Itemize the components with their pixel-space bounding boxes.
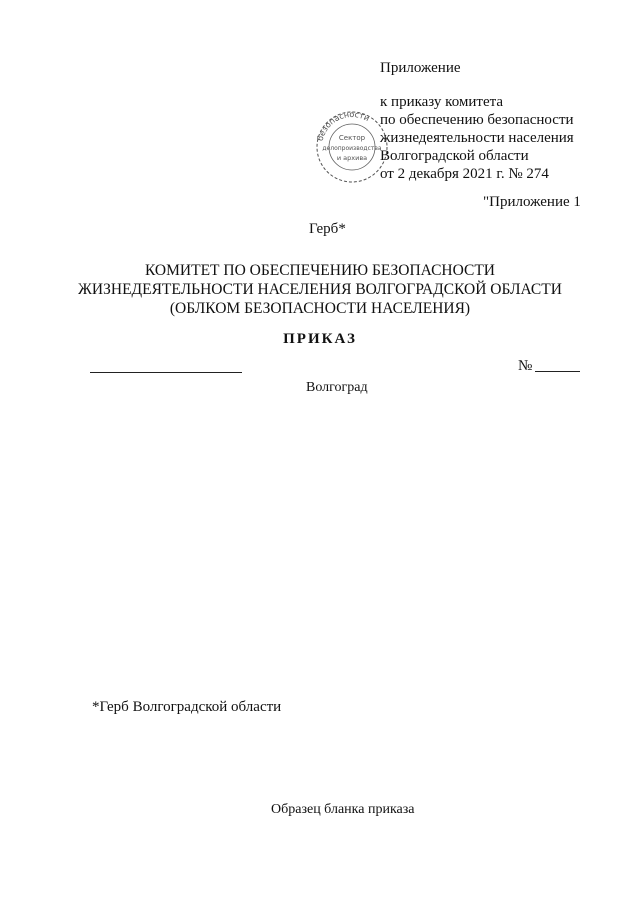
stamp-line: Сектор [338, 134, 366, 142]
number-line [535, 371, 580, 372]
caption: Образец бланка приказа [271, 802, 415, 817]
appendix-line: по обеспечению безопасности [380, 112, 574, 128]
appendix-block [380, 59, 574, 183]
header-line: (ОБЛКОМ БЕЗОПАСНОСТИ НАСЕЛЕНИЯ) [169, 300, 471, 317]
stamp-ring-text: безопасности [315, 109, 371, 142]
header-line: КОМИТЕТ ПО ОБЕСПЕЧЕНИЮ БЕЗОПАСНОСТИ [144, 262, 495, 279]
appendix-title: Приложение [380, 60, 461, 76]
appendix-line: жизнедеятельности населения [380, 130, 574, 146]
header-line: ЖИЗНЕДЕЯТЕЛЬНОСТИ НАСЕЛЕНИЯ ВОЛГОГРАДСКОЙ ОБЛАСТИ [78, 281, 562, 298]
appendix-line: Волгоградской области [380, 148, 529, 164]
emblem-label: Герб* [309, 221, 346, 237]
footnote: *Герб Волгоградской области [92, 699, 282, 715]
city-label: Волгоград [306, 380, 368, 395]
appendix-line: от 2 декабря 2021 г. № 274 [380, 166, 549, 182]
archive-stamp [314, 109, 390, 185]
document-type-heading: ПРИКАЗ [283, 331, 357, 347]
number-label: № [518, 358, 533, 374]
stamp-line: и архива [336, 154, 368, 162]
date-line [90, 372, 242, 373]
stamp-line: делопроизводства [322, 145, 382, 152]
appendix-reference: "Приложение 1 [483, 194, 581, 210]
appendix-line: к приказу комитета [380, 94, 504, 110]
